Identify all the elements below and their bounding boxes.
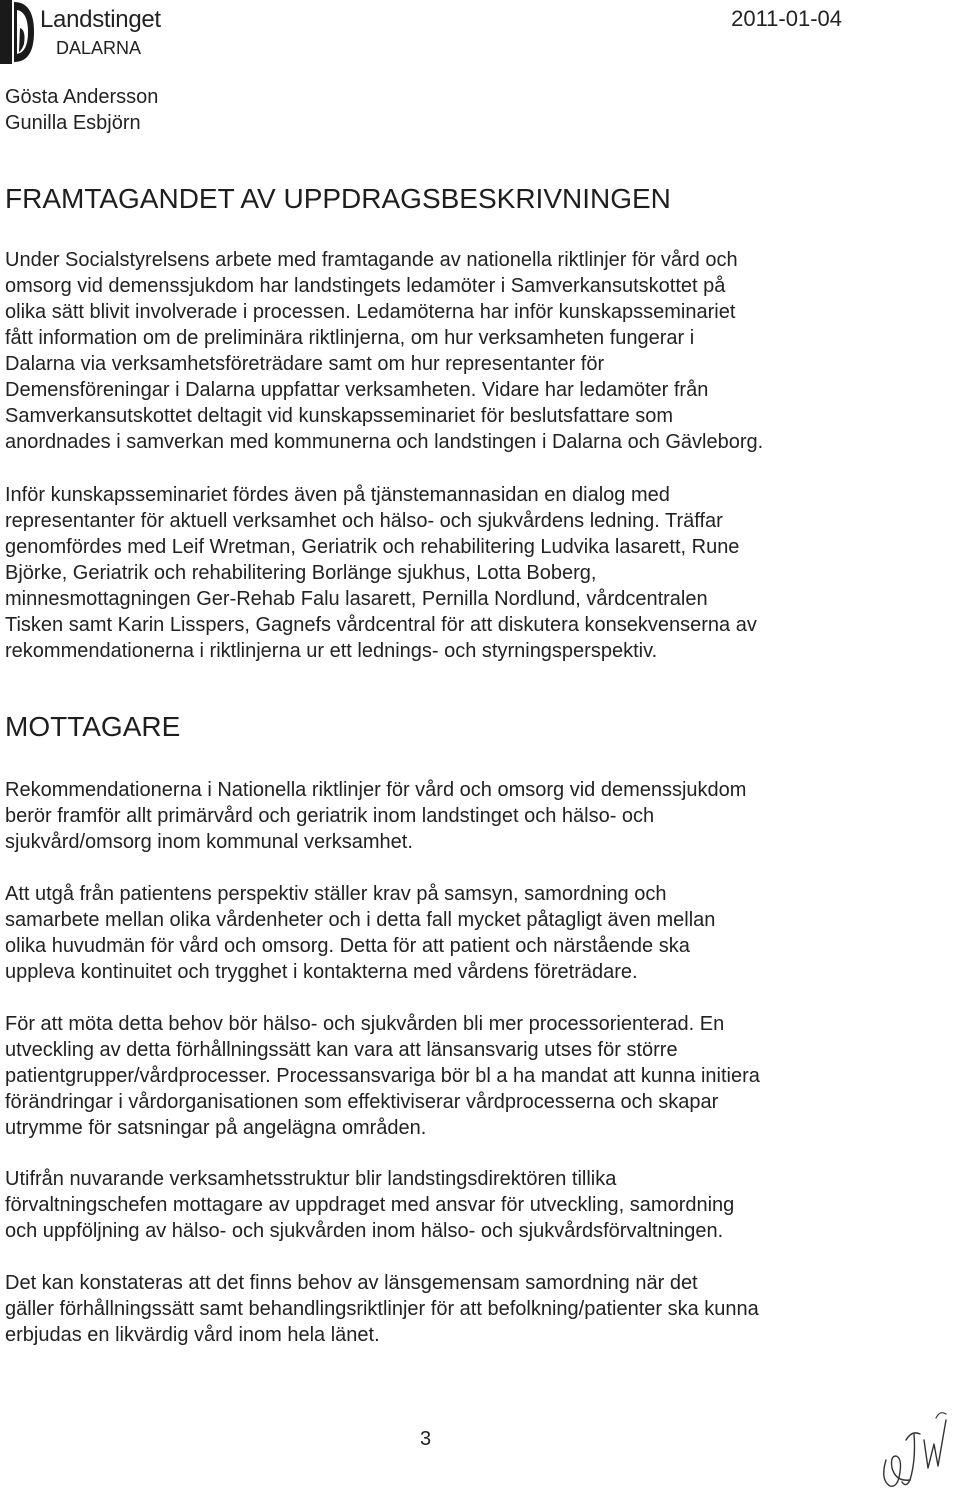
paragraph	[5, 881, 905, 985]
text-line: utrymme för satsningar på angelägna områden.	[5, 1117, 427, 1139]
document-date: 2011-01-04	[731, 6, 842, 31]
text-line: förvaltningschefen mottagare av uppdraget med ansvar för utveckling, samordning	[5, 1194, 735, 1216]
logo-subtitle: DALARNA	[56, 38, 142, 58]
text-line: genomfördes med Leif Wretman, Geriatrik och rehabilitering Ludvika lasarett, Rune	[5, 536, 740, 558]
text-line: fått information om de preliminära riktlinjerna, om hur verksamheten fungerar i	[5, 327, 695, 349]
text-line: Rekommendationerna i Nationella riktlinjer för vård och omsorg vid demenssjukdom	[5, 779, 747, 801]
text-line: Utifrån nuvarande verksamhetsstruktur blir landstingsdirektören tillika	[5, 1168, 617, 1190]
text-line: förändringar i vårdorganisationen som effektiviserar vårdprocesserna och skapar	[5, 1091, 719, 1113]
text-line: Det kan konstateras att det finns behov av länsgemensam samordning när det	[5, 1272, 698, 1294]
text-line: Samverkansutskottet deltagit vid kunskapsseminariet för beslutsfattare som	[5, 405, 674, 427]
author-name: Gunilla Esbjörn	[5, 112, 141, 134]
text-line: uppleva kontinuitet och trygghet i kontakterna med vårdens företrädare.	[5, 961, 638, 983]
text-line: Tisken samt Karin Lisspers, Gagnefs vårdcentral för att diskutera konsekvenserna av	[5, 614, 757, 636]
text-line: Att utgå från patientens perspektiv ställer krav på samsyn, samordning och	[5, 883, 667, 905]
section-heading: FRAMTAGANDET AV UPPDRAGSBESKRIVNINGEN	[5, 183, 671, 214]
text-line: olika sätt blivit involverade i processen. Ledamöterna har inför kunskapsseminariet	[5, 301, 736, 323]
text-line: anordnades i samverkan med kommunerna och landstingen i Dalarna och Gävleborg.	[5, 431, 764, 453]
handwritten-initials	[876, 1400, 956, 1490]
text-line: Demensföreningar i Dalarna uppfattar verksamheten. Vidare har ledamöter från	[5, 379, 709, 401]
paragraph	[5, 1166, 905, 1244]
text-line: representanter för aktuell verksamhet och hälso- och sjukvårdens ledning. Träffar	[5, 510, 723, 532]
paragraph	[5, 482, 905, 664]
text-line: gäller förhållningssätt samt behandlingsriktlinjer för att befolkning/patienter ska kunna	[5, 1298, 759, 1320]
landstinget-logo-icon	[0, 0, 36, 64]
paragraph	[5, 777, 905, 855]
text-line: olika huvudmän för vård och omsorg. Detta för att patient och närstående ska	[5, 935, 690, 957]
text-line: omsorg vid demenssjukdom har landstingets ledamöter i Samverkansutskottet på	[5, 275, 726, 297]
text-line: rekommendationerna i riktlinjerna ur ett lednings- och styrningsperspektiv.	[5, 640, 658, 662]
text-line: och uppföljning av hälso- och sjukvården inom hälso- och sjukvårdsförvaltningen.	[5, 1220, 724, 1242]
page-number: 3	[420, 1428, 432, 1450]
paragraph	[5, 247, 905, 455]
paragraph	[5, 1270, 905, 1348]
text-line: utveckling av detta förhållningssätt kan vara att länsansvarig utses för större	[5, 1039, 678, 1061]
logo-title: Landstinget	[40, 6, 161, 33]
landstinget-logo	[0, 0, 210, 70]
text-line: Inför kunskapsseminariet fördes även på tjänstemannasidan en dialog med	[5, 484, 670, 506]
section-heading: MOTTAGARE	[5, 711, 181, 742]
paragraph	[5, 1011, 905, 1141]
author-name: Gösta Andersson	[5, 86, 159, 108]
text-line: För att möta detta behov bör hälso- och sjukvården bli mer processorienterad. En	[5, 1013, 725, 1035]
authors	[5, 84, 158, 136]
text-line: erbjudas en likvärdig vård inom hela länet.	[5, 1324, 380, 1346]
text-line: Under Socialstyrelsens arbete med framtagande av nationella riktlinjer för vård och	[5, 249, 738, 271]
text-line: Björke, Geriatrik och rehabilitering Borlänge sjukhus, Lotta Boberg,	[5, 562, 597, 584]
text-line: minnesmottagningen Ger-Rehab Falu lasarett, Pernilla Nordlund, vårdcentralen	[5, 588, 708, 610]
text-line: berör framför allt primärvård och geriatrik inom landstinget och hälso- och	[5, 805, 655, 827]
text-line: patientgrupper/vårdprocesser. Processansvariga bör bl a ha mandat att kunna initiera	[5, 1065, 760, 1087]
text-line: samarbete mellan olika vårdenheter och i detta fall mycket påtagligt även mellan	[5, 909, 716, 931]
text-line: sjukvård/omsorg inom kommunal verksamhet.	[5, 831, 413, 853]
text-line: Dalarna via verksamhetsföreträdare samt om hur representanter för	[5, 353, 605, 375]
